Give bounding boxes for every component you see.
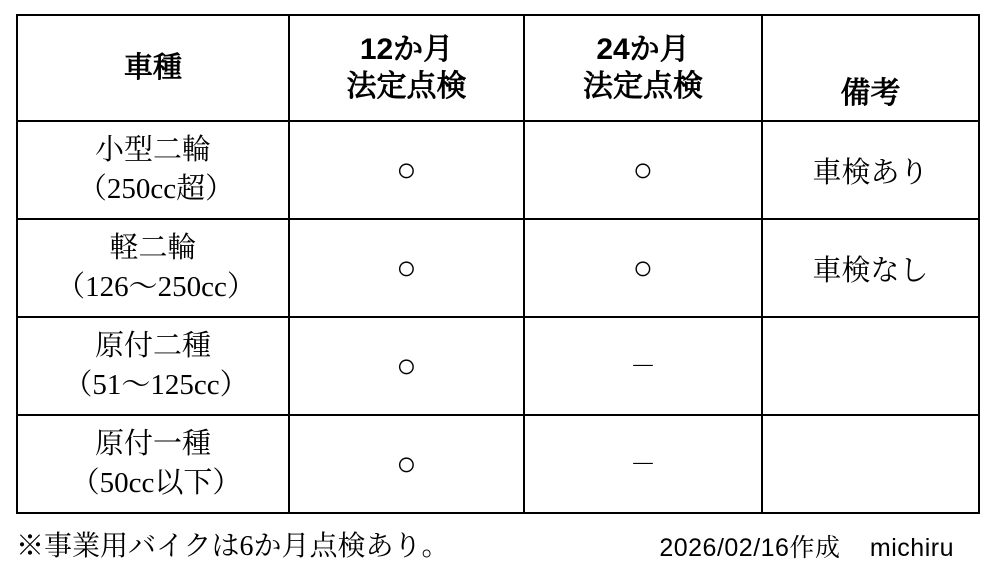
column-header-note: 備考 (762, 15, 979, 121)
vehicle-type-displacement: （126〜250cc） (56, 271, 256, 303)
vehicle-type-name: 原付二種 (94, 329, 211, 362)
table-header-row (17, 15, 979, 121)
vehicle-type-displacement: （51〜125cc） (63, 369, 249, 401)
vehicle-type-displacement: （250cc超） (77, 173, 235, 205)
table-row (17, 317, 979, 415)
cell-vehicle-type (17, 317, 289, 415)
creation-date: 2026/02/16作成 (659, 534, 841, 562)
column-header-vehicle-type: 車種 (17, 15, 289, 121)
cell-24-month-mark: ○ (524, 121, 762, 219)
cell-12-month-mark: ○ (289, 121, 524, 219)
cell-12-month-mark: ○ (289, 317, 524, 415)
cell-24-month-mark: － (524, 317, 762, 415)
cell-note (762, 317, 979, 415)
cell-24-month-mark: － (524, 415, 762, 513)
column-header-12-month-line2: 法定点検 (346, 70, 467, 103)
vehicle-type-name: 原付一種 (94, 427, 211, 460)
footer-credit (659, 528, 978, 564)
cell-note: 車検なし (762, 219, 979, 317)
cell-note: 車検あり (762, 121, 979, 219)
column-header-24-month-line1: 24か月 (596, 32, 690, 66)
vehicle-type-displacement: （50cc以下） (70, 467, 242, 499)
column-header-12-month (289, 15, 524, 121)
footnote: ※事業用バイクは6か月点検あり。 (16, 531, 450, 562)
vehicle-type-name: 軽二輪 (109, 231, 197, 264)
cell-vehicle-type (17, 121, 289, 219)
cell-vehicle-type (17, 415, 289, 513)
table-header (17, 15, 979, 121)
cell-12-month-mark: ○ (289, 415, 524, 513)
table-body (17, 121, 979, 513)
table-row (17, 121, 979, 219)
cell-24-month-mark: ○ (524, 219, 762, 317)
column-header-24-month (524, 15, 762, 121)
cell-vehicle-type (17, 219, 289, 317)
cell-12-month-mark: ○ (289, 219, 524, 317)
footer (16, 524, 978, 564)
inspection-table (16, 14, 980, 514)
column-header-24-month-line2: 法定点検 (583, 70, 703, 103)
table-row (17, 415, 979, 513)
cell-note (762, 415, 979, 513)
vehicle-type-name: 小型二輪 (94, 133, 211, 166)
column-header-12-month-line1: 12か月 (359, 32, 454, 66)
author-name: michiru (869, 534, 954, 562)
table-row (17, 219, 979, 317)
